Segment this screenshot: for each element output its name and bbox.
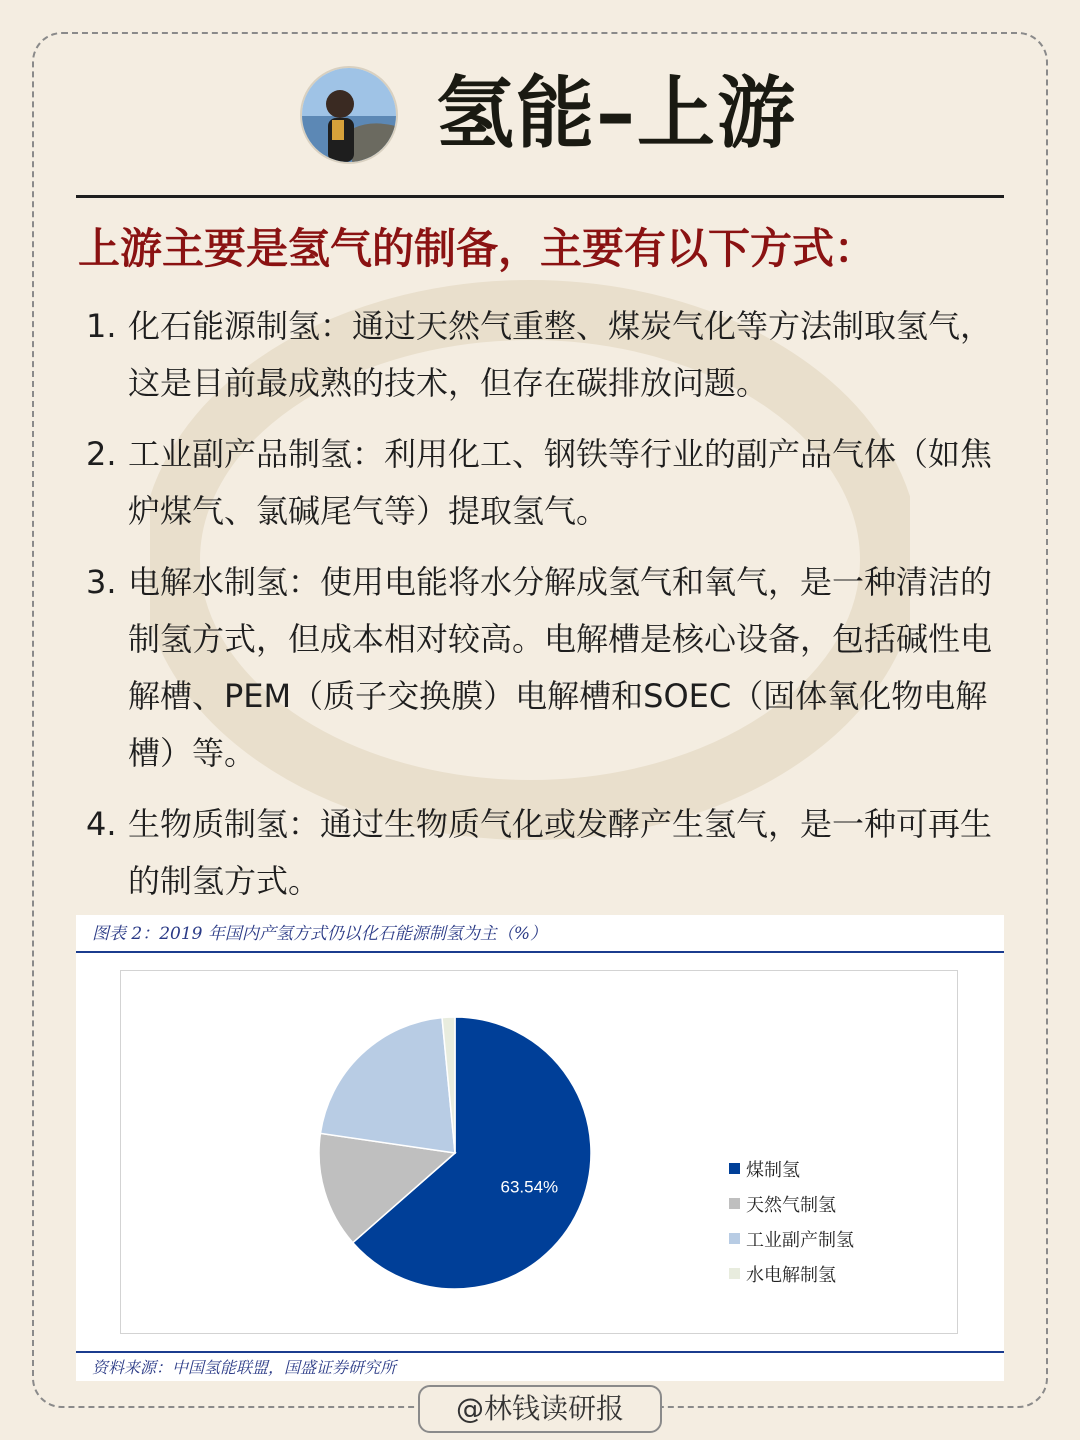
chart-legend (729, 1151, 854, 1291)
legend-label: 煤制氢 (746, 1159, 800, 1181)
list-item (86, 554, 1011, 782)
author-handle: @林钱读研报 (418, 1385, 662, 1433)
legend-item (729, 1256, 854, 1291)
list-number: 2. (86, 435, 117, 473)
list-item (86, 298, 1011, 412)
avatar (300, 66, 398, 164)
legend-label: 天然气制氢 (746, 1194, 836, 1216)
chart-figure (76, 915, 1004, 1381)
legend-swatch (729, 1268, 740, 1279)
list-number: 3. (86, 563, 117, 601)
legend-swatch (729, 1233, 740, 1244)
caption-rule (76, 951, 1004, 953)
header (0, 60, 1080, 170)
chart-caption: 图表 2：2019 年国内产氢方式仍以化石能源制氢为主（%） (92, 924, 548, 944)
list-text: 化石能源制氢：通过天然气重整、煤炭气化等方法制取氢气，这是目前最成熟的技术，但存在碳排放问题。 (128, 307, 993, 402)
legend-label: 水电解制氢 (746, 1264, 836, 1286)
list-item (86, 426, 1011, 540)
legend-swatch (729, 1163, 740, 1174)
chart-source: 资料来源：中国氢能联盟，国盛证券研究所 (92, 1358, 397, 1377)
pie-chart (121, 971, 681, 1333)
pie-slice (320, 1018, 455, 1153)
source-rule (76, 1351, 1004, 1353)
section-subtitle: 上游主要是氢气的制备，主要有以下方式： (78, 224, 877, 273)
list-number: 1. (86, 307, 117, 345)
legend-swatch (729, 1198, 740, 1209)
data-label: 63.54% (500, 1177, 559, 1197)
title-divider (76, 195, 1004, 198)
list-number: 4. (86, 805, 117, 843)
plot-area (120, 970, 958, 1334)
list-text: 工业副产品制氢：利用化工、钢铁等行业的副产品气体（如焦炉煤气、氯碱尾气等）提取氢气。 (128, 435, 993, 530)
list-text: 生物质制氢：通过生物质气化或发酵产生氢气，是一种可再生的制氢方式。 (128, 805, 993, 900)
page-title: 氢能–上游 (436, 69, 798, 159)
methods-list (86, 298, 1011, 924)
list-text: 电解水制氢：使用电能将水分解成氢气和氧气，是一种清洁的制氢方式，但成本相对较高。电解槽是核心设备，包括碱性电解槽、PEM（质子交换膜）电解槽和SOEC（固体氧化物电解槽）等。 (128, 563, 993, 772)
legend-item (729, 1151, 854, 1186)
list-item (86, 796, 1011, 910)
legend-label: 工业副产制氢 (746, 1229, 854, 1251)
legend-item (729, 1221, 854, 1256)
legend-item (729, 1186, 854, 1221)
